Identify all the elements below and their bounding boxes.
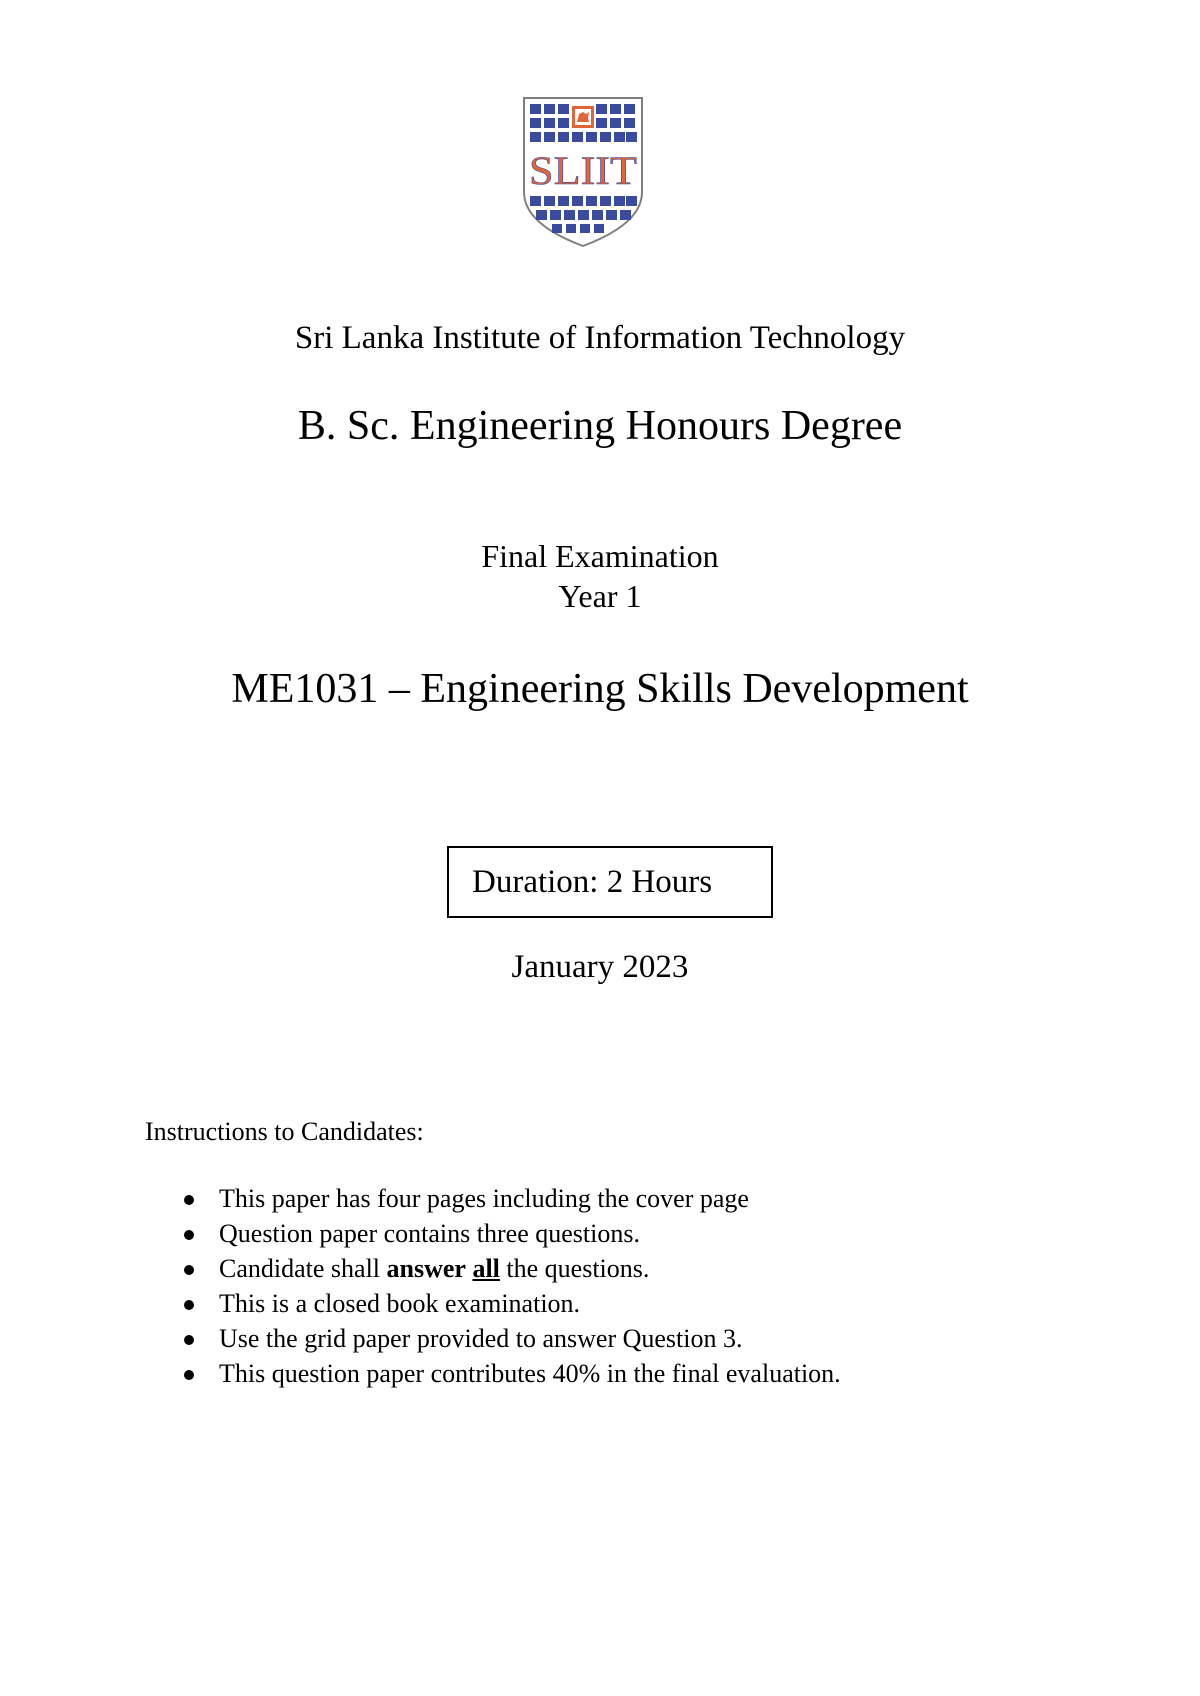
crest-grid-square <box>614 132 625 142</box>
crest-grid-square <box>580 224 590 233</box>
instruction-text-part: the questions. <box>499 1254 650 1283</box>
bullet-icon <box>184 1300 194 1310</box>
crest-grid-square <box>600 132 611 142</box>
module-title: ME1031 – Engineering Skills Development <box>231 666 969 712</box>
instructions-heading: Instructions to Candidates: <box>145 1117 424 1146</box>
institute-name: Sri Lanka Institute of Information Technology <box>294 320 906 356</box>
crest-grid-square <box>566 224 576 233</box>
degree-title: B. Sc. Engineering Honours Degree <box>297 403 903 449</box>
crest-lion-icon <box>572 106 594 128</box>
sliit-crest-logo <box>522 96 644 248</box>
crest-grid-square <box>544 132 555 142</box>
crest-grid-square <box>592 210 603 220</box>
crest-grid-square <box>596 104 607 114</box>
instruction-text: This question paper contributes 40% in the final evaluation. <box>219 1359 841 1388</box>
crest-grid-square <box>536 210 547 220</box>
crest-grid-square <box>572 132 583 142</box>
crest-grid-square <box>586 196 597 206</box>
crest-grid-square <box>596 118 607 128</box>
crest-grid-square <box>626 196 637 206</box>
crest-grid-square <box>578 210 589 220</box>
instruction-emphasis-answer: answer <box>386 1254 466 1283</box>
crest-grid-square <box>610 104 621 114</box>
instruction-text: This is a closed book examination. <box>219 1289 581 1318</box>
crest-grid-square <box>606 210 617 220</box>
crest-grid-square <box>572 196 583 206</box>
crest-grid-square <box>624 104 635 114</box>
crest-grid-square <box>624 118 635 128</box>
bullet-icon <box>184 1370 194 1380</box>
bullet-icon <box>184 1230 194 1240</box>
crest-grid-square <box>558 118 569 128</box>
crest-grid-square <box>530 104 541 114</box>
crest-grid-square <box>610 118 621 128</box>
instruction-text <box>219 1254 649 1284</box>
crest-grid-square <box>586 132 597 142</box>
crest-grid-square <box>552 224 562 233</box>
crest-grid-square <box>558 104 569 114</box>
crest-grid-square <box>530 196 541 206</box>
crest-grid-square <box>600 196 611 206</box>
crest-grid-square <box>530 118 541 128</box>
exam-year: Year 1 <box>558 578 642 614</box>
crest-grid-square <box>530 132 541 142</box>
crest-grid-square <box>544 196 555 206</box>
exam-type: Final Examination <box>481 538 719 574</box>
bullet-icon <box>184 1265 194 1275</box>
bullet-icon <box>184 1195 194 1205</box>
crest-grid-square <box>550 210 561 220</box>
svg-text:SLIIT: SLIIT <box>529 148 637 193</box>
crest-grid-square <box>620 210 631 220</box>
exam-date: January 2023 <box>511 949 689 985</box>
instruction-text: Question paper contains three questions. <box>219 1219 640 1248</box>
crest-grid-square <box>558 196 569 206</box>
instruction-text: Use the grid paper provided to answer Question 3. <box>219 1324 743 1353</box>
crest-letters <box>529 148 637 193</box>
crest-grid-square <box>544 118 555 128</box>
instruction-text: This paper has four pages including the cover page <box>219 1184 749 1213</box>
instruction-emphasis-all: all <box>472 1254 500 1283</box>
crest-grid-square <box>544 104 555 114</box>
duration-box: Duration: 2 Hours <box>447 846 773 918</box>
crest-grid-square <box>594 224 604 233</box>
crest-grid-square <box>558 132 569 142</box>
crest-grid-square <box>626 132 637 142</box>
crest-grid-square <box>614 196 625 206</box>
instruction-text-part: Candidate shall <box>219 1254 387 1283</box>
crest-grid-square <box>564 210 575 220</box>
bullet-icon <box>184 1335 194 1345</box>
